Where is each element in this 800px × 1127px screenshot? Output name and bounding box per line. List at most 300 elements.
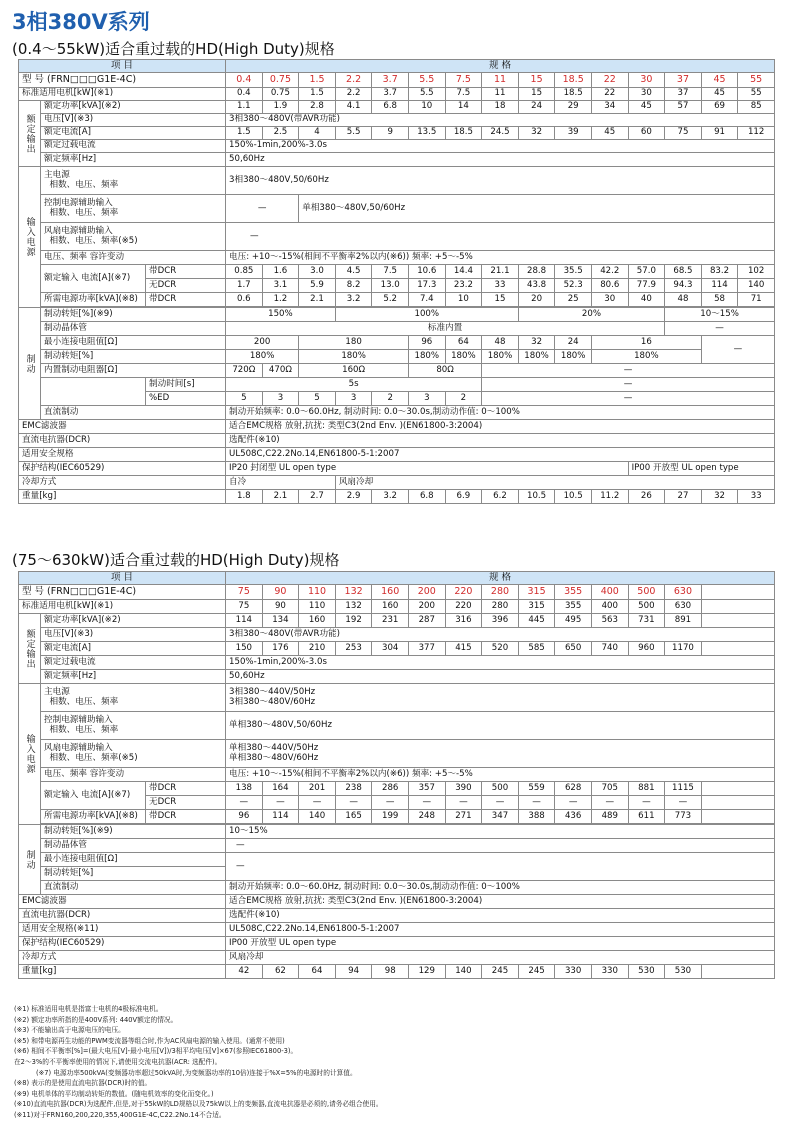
input-current-dcr-cell: 1.6 bbox=[262, 265, 299, 279]
frequency-row bbox=[19, 153, 775, 167]
input-current-nodcr-cell: 5.9 bbox=[299, 279, 336, 293]
current-cell: 415 bbox=[445, 642, 482, 656]
dc-brake-row bbox=[19, 406, 775, 420]
current-cell: 4 bbox=[299, 127, 336, 140]
min-resistance-value: 64 bbox=[445, 336, 482, 350]
motor-cell: 400 bbox=[591, 600, 628, 614]
current-cell: 91 bbox=[701, 127, 738, 140]
capacity-label: 额定功率[kVA](※2) bbox=[41, 101, 226, 114]
input-current-nodcr-cell: 8.2 bbox=[335, 279, 372, 293]
motor-cell: 18.5 bbox=[555, 88, 592, 101]
motor-cell: 220 bbox=[445, 600, 482, 614]
duty-label: %ED bbox=[146, 392, 226, 406]
capacity-cell: 192 bbox=[335, 614, 372, 628]
model-cell: 200 bbox=[409, 585, 446, 600]
input-current-nodcr-cell: 1.7 bbox=[226, 279, 263, 293]
power-capacity-cell: 25 bbox=[555, 293, 592, 307]
cooling-label: 冷却方式 bbox=[19, 951, 226, 965]
protection-row bbox=[19, 937, 775, 951]
model-cell: 400 bbox=[591, 585, 628, 600]
dc-brake-value: 制动开始频率: 0.0～60.0Hz, 制动时间: 0.0～30.0s,制动动作值: 0～100% bbox=[226, 406, 775, 420]
voltage-value: 3相380～480V(带AVR功能) bbox=[226, 114, 775, 127]
model-cell: 355 bbox=[555, 585, 592, 600]
emc-value: 适合EMC规格 放射,抗扰: 类型C3(2nd Env. )(EN61800-3:2004) bbox=[226, 895, 775, 909]
power-capacity-cell: 48 bbox=[665, 293, 702, 307]
input-current-nodcr-cell: 33 bbox=[482, 279, 519, 293]
safety-value: UL508C,C22.2No.14,EN61800-5-1:2007 bbox=[226, 448, 775, 462]
brake-transistor-row bbox=[19, 322, 775, 336]
frequency-value: 50,60Hz bbox=[226, 670, 775, 684]
motor-cell: 15 bbox=[518, 88, 555, 101]
footnote-line: (※9) 电机单体的平均制动转矩的数值。(随电机效率的变化而变化。) bbox=[14, 1089, 214, 1098]
input-current-nodcr-cell: — bbox=[482, 796, 519, 810]
motor-cell: 22 bbox=[591, 88, 628, 101]
capacity-cell: 14 bbox=[445, 101, 482, 114]
capacity-cell: 891 bbox=[665, 614, 702, 628]
emc-label: EMC滤波器 bbox=[19, 420, 226, 434]
fan-power-label: 风扇电源辅助输入 相数、电压、频率(※5) bbox=[41, 740, 226, 768]
footnote-line: (※5) 和带电源再生功能的PWM变流器等组合时,作为AC风扇电源的输入使用。(通常不使用) bbox=[14, 1036, 285, 1045]
input-current-nodcr-cell: 94.3 bbox=[665, 279, 702, 293]
capacity-cell: 396 bbox=[482, 614, 519, 628]
model-cell: 630 bbox=[665, 585, 702, 600]
weight-cell: 140 bbox=[445, 965, 482, 979]
internal-resistor-value: 80Ω bbox=[409, 364, 482, 378]
current-label: 额定电流[A] bbox=[41, 127, 226, 140]
brake-transistor-label: 制动晶体管 bbox=[41, 322, 226, 336]
brake-time-label: 制动时间[s] bbox=[146, 378, 226, 392]
model-cell: 3.7 bbox=[372, 73, 409, 88]
safety-label: 适用安全规格(※11) bbox=[19, 923, 226, 937]
input-current-dcr-cell: 357 bbox=[409, 782, 446, 796]
motor-cell: 11 bbox=[482, 88, 519, 101]
input-current-dcr-cell: 3.0 bbox=[299, 265, 336, 279]
input-current-nodcr-cell: 52.3 bbox=[555, 279, 592, 293]
power-capacity-cell: 3.2 bbox=[335, 293, 372, 307]
input-current-label: 额定输入 电流[A](※7) bbox=[41, 265, 146, 293]
internal-resistor-value: 470Ω bbox=[262, 364, 299, 378]
motor-cell: 90 bbox=[262, 600, 299, 614]
dc-brake-label: 直流制动 bbox=[41, 881, 226, 895]
capacity-cell: 563 bbox=[591, 614, 628, 628]
min-resistance-value: 96 bbox=[409, 336, 446, 350]
power-capacity-dcr-label: 带DCR bbox=[146, 810, 226, 824]
input-current-dcr-cell: 164 bbox=[262, 782, 299, 796]
weight-cell: 2.9 bbox=[335, 490, 372, 504]
footnote-line: (※6) 相间不平衡率[%]=(最大电压[V]-最小电压[V])/3相平均电压[V]×67(参照IEC61800-3)。 bbox=[14, 1047, 298, 1056]
input-current-dcr-cell: 42.2 bbox=[591, 265, 628, 279]
dcr-row bbox=[19, 434, 775, 448]
weight-cell: 245 bbox=[482, 965, 519, 979]
weight-cell: 64 bbox=[299, 965, 336, 979]
input-current-label: 额定输入 电流[A](※7) bbox=[41, 782, 146, 810]
voltage-value: 3相380～480V(带AVR功能) bbox=[226, 628, 775, 642]
power-capacity-row bbox=[19, 293, 775, 307]
current-cell: 253 bbox=[335, 642, 372, 656]
safety-label: 适用安全规格 bbox=[19, 448, 226, 462]
min-resistance-row bbox=[19, 853, 775, 867]
model-label: 型 号 (FRN□□□G1E-4C) bbox=[19, 73, 226, 88]
model-cell: 0.75 bbox=[262, 73, 299, 88]
power-capacity-cell: 611 bbox=[628, 810, 665, 824]
model-cell: 0.4 bbox=[226, 73, 263, 88]
page-title: 3相380V系列 bbox=[12, 10, 150, 34]
brake-time-row bbox=[19, 378, 775, 392]
model-cell: 220 bbox=[445, 585, 482, 600]
overload-label: 额定过载电流 bbox=[41, 140, 226, 153]
brake-time-value: 5s bbox=[226, 378, 482, 392]
power-capacity-cell: 773 bbox=[665, 810, 702, 824]
overload-label: 额定过载电流 bbox=[41, 656, 226, 670]
empty-cell bbox=[701, 965, 774, 979]
input-current-nodcr-cell: — bbox=[628, 796, 665, 810]
input-current-dcr-cell: 102 bbox=[738, 265, 775, 279]
weight-cell: 10.5 bbox=[555, 490, 592, 504]
internal-resistor-label: 内置制动电阻器[Ω] bbox=[41, 364, 226, 378]
protection-value: IP00 开放型 UL open type bbox=[628, 462, 774, 476]
input-current-dcr-cell: 4.5 bbox=[335, 265, 372, 279]
duty-value: 5 bbox=[299, 392, 336, 406]
dcr-with-label: 带DCR bbox=[146, 265, 226, 279]
input-current-nodcr-cell: — bbox=[591, 796, 628, 810]
capacity-cell: 2.8 bbox=[299, 101, 336, 114]
input-current-dcr-row bbox=[19, 782, 775, 796]
power-capacity-cell: 96 bbox=[226, 810, 263, 824]
voltage-row bbox=[19, 114, 775, 127]
weight-cell: 1.8 bbox=[226, 490, 263, 504]
current-cell: 9 bbox=[372, 127, 409, 140]
footnote-line: (※2) 额定功率所指的是400V系列: 440V额定的情况。 bbox=[14, 1015, 178, 1024]
brake-transistor-value: — bbox=[665, 322, 775, 336]
resistor-torque-row bbox=[19, 350, 775, 364]
resistor-torque-value: 180% bbox=[409, 350, 446, 364]
motor-cell: 630 bbox=[665, 600, 702, 614]
aux-power-row bbox=[19, 712, 775, 740]
input-current-nodcr-cell: 80.6 bbox=[591, 279, 628, 293]
current-row bbox=[19, 127, 775, 140]
input-current-nodcr-cell: — bbox=[409, 796, 446, 810]
footnote-line: (※10)直流电抗器(DCR)为选配件,但是,对于55kW的LD规格以及75kW以上的变频器,直流电抗器是必须的,请务必组合使用。 bbox=[14, 1100, 383, 1109]
min-resistance-label: 最小连接电阻值[Ω] bbox=[41, 336, 226, 350]
overload-row bbox=[19, 140, 775, 153]
capacity-cell: 495 bbox=[555, 614, 592, 628]
main-power-row bbox=[19, 167, 775, 195]
power-capacity-cell: 0.6 bbox=[226, 293, 263, 307]
power-capacity-cell: 20 bbox=[518, 293, 555, 307]
input-current-nodcr-cell: 13.0 bbox=[372, 279, 409, 293]
input-current-dcr-cell: 500 bbox=[482, 782, 519, 796]
current-cell: 1.5 bbox=[226, 127, 263, 140]
min-resistance-value: — bbox=[226, 853, 775, 881]
power-capacity-cell: 114 bbox=[262, 810, 299, 824]
resistor-torque-value: 180% bbox=[445, 350, 482, 364]
overload-value: 150%-1min,200%-3.0s bbox=[226, 140, 775, 153]
weight-cell: 6.2 bbox=[482, 490, 519, 504]
power-capacity-cell: 199 bbox=[372, 810, 409, 824]
motor-cell: 3.7 bbox=[372, 88, 409, 101]
input-current-dcr-cell: 35.5 bbox=[555, 265, 592, 279]
brake-transistor-value: 标准内置 bbox=[226, 322, 665, 336]
motor-cell: 1.5 bbox=[299, 88, 336, 101]
footnote-line: (※8) 表示的是使用直流电抗器(DCR)时的值。 bbox=[14, 1079, 152, 1088]
capacity-cell: 85 bbox=[738, 101, 775, 114]
tolerance-label: 电压、频率 容许变动 bbox=[41, 768, 226, 782]
footnotes bbox=[14, 1004, 790, 1121]
capacity-label: 额定功率[kVA](※2) bbox=[41, 614, 226, 628]
current-cell: 18.5 bbox=[445, 127, 482, 140]
weight-cell: 10.5 bbox=[518, 490, 555, 504]
motor-cell: 110 bbox=[299, 600, 336, 614]
dc-brake-label: 直流制动 bbox=[41, 406, 226, 420]
capacity-cell: 18 bbox=[482, 101, 519, 114]
spec-table-hd-small bbox=[18, 59, 775, 504]
weight-cell: 2.1 bbox=[262, 490, 299, 504]
motor-cell: 355 bbox=[555, 600, 592, 614]
model-cell: 75 bbox=[226, 585, 263, 600]
duty-value: 3 bbox=[262, 392, 299, 406]
model-cell: 500 bbox=[628, 585, 665, 600]
cooling-value: 风扇冷却 bbox=[226, 951, 775, 965]
input-current-dcr-cell: 881 bbox=[628, 782, 665, 796]
overload-row bbox=[19, 656, 775, 670]
empty-cell bbox=[701, 585, 774, 600]
resistor-torque-value: 180% bbox=[591, 350, 701, 364]
protection-value: IP00 开放型 UL open type bbox=[226, 937, 775, 951]
current-cell: 32 bbox=[518, 127, 555, 140]
model-cell: 280 bbox=[482, 585, 519, 600]
power-capacity-cell: 71 bbox=[738, 293, 775, 307]
motor-cell: 7.5 bbox=[445, 88, 482, 101]
weight-row bbox=[19, 490, 775, 504]
voltage-row bbox=[19, 628, 775, 642]
power-capacity-cell: 1.2 bbox=[262, 293, 299, 307]
current-cell: 2.5 bbox=[262, 127, 299, 140]
input-current-dcr-cell: 14.4 bbox=[445, 265, 482, 279]
input-current-nodcr-cell: 77.9 bbox=[628, 279, 665, 293]
motor-cell: 37 bbox=[665, 88, 702, 101]
weight-cell: 530 bbox=[628, 965, 665, 979]
capacity-cell: 316 bbox=[445, 614, 482, 628]
emc-row bbox=[19, 420, 775, 434]
model-cell: 315 bbox=[518, 585, 555, 600]
empty-cell bbox=[701, 796, 774, 810]
current-cell: 60 bbox=[628, 127, 665, 140]
resistor-torque-value: 180% bbox=[226, 350, 299, 364]
capacity-cell: 1.1 bbox=[226, 101, 263, 114]
capacity-cell: 10 bbox=[409, 101, 446, 114]
duty-value: 2 bbox=[372, 392, 409, 406]
capacity-cell: 57 bbox=[665, 101, 702, 114]
cooling-row bbox=[19, 476, 775, 490]
power-capacity-label: 所需电源功率[kVA](※8) bbox=[41, 810, 146, 824]
min-resistance-value: 180 bbox=[299, 336, 409, 350]
capacity-cell: 287 bbox=[409, 614, 446, 628]
capacity-cell: 29 bbox=[555, 101, 592, 114]
input-current-dcr-cell: 390 bbox=[445, 782, 482, 796]
internal-resistor-value: — bbox=[482, 364, 775, 378]
model-cell: 1.5 bbox=[299, 73, 336, 88]
input-current-dcr-cell: 1115 bbox=[665, 782, 702, 796]
header-spec: 规 格 bbox=[226, 572, 775, 585]
empty-cell bbox=[701, 810, 774, 824]
power-capacity-cell: 248 bbox=[409, 810, 446, 824]
min-resistance-row bbox=[19, 336, 775, 350]
aux-power-value: 单相380～480V,50/60Hz bbox=[226, 712, 775, 740]
brake-transistor-label: 制动晶体管 bbox=[41, 839, 226, 853]
input-current-dcr-cell: 68.5 bbox=[665, 265, 702, 279]
current-cell: 210 bbox=[299, 642, 336, 656]
current-cell: 304 bbox=[372, 642, 409, 656]
input-current-nodcr-cell: — bbox=[518, 796, 555, 810]
power-capacity-cell: 388 bbox=[518, 810, 555, 824]
weight-cell: 94 bbox=[335, 965, 372, 979]
power-capacity-cell: 7.4 bbox=[409, 293, 446, 307]
duty-value: 3 bbox=[409, 392, 446, 406]
duty-value: — bbox=[482, 392, 775, 406]
weight-cell: 33 bbox=[738, 490, 775, 504]
power-capacity-cell: 140 bbox=[299, 810, 336, 824]
weight-cell: 6.9 bbox=[445, 490, 482, 504]
duty-value: 3 bbox=[335, 392, 372, 406]
fan-power-value: 单相380～440V/50Hz 单相380～480V/60Hz bbox=[226, 740, 775, 768]
capacity-cell: 160 bbox=[299, 614, 336, 628]
current-cell: 585 bbox=[518, 642, 555, 656]
input-current-dcr-cell: 138 bbox=[226, 782, 263, 796]
weight-cell: 330 bbox=[591, 965, 628, 979]
dcr-without-label: 无DCR bbox=[146, 279, 226, 293]
dc-brake-value: 制动开始频率: 0.0～60.0Hz, 制动时间: 0.0～30.0s,制动动作值: 0～100% bbox=[226, 881, 775, 895]
footnote-line: (※7) 电源功率500kVA(变频器功率超过50kVA时,为变频器功率的10倍)连接于%X=5%的电源时的计算值。 bbox=[36, 1068, 357, 1077]
spec-table-hd-large bbox=[18, 571, 775, 979]
capacity-cell: 445 bbox=[518, 614, 555, 628]
weight-cell: 27 bbox=[665, 490, 702, 504]
capacity-cell: 4.1 bbox=[335, 101, 372, 114]
power-capacity-cell: 271 bbox=[445, 810, 482, 824]
resistor-torque-value: 180% bbox=[299, 350, 409, 364]
input-current-nodcr-cell: 43.8 bbox=[518, 279, 555, 293]
min-resistance-value: 24 bbox=[555, 336, 592, 350]
model-cell: 132 bbox=[335, 585, 372, 600]
input-current-dcr-cell: 83.2 bbox=[701, 265, 738, 279]
weight-cell: 26 bbox=[628, 490, 665, 504]
footnote-line: (※3) 不能输出高于电源电压的电压。 bbox=[14, 1026, 125, 1035]
dc-brake-row bbox=[19, 881, 775, 895]
power-capacity-cell: 5.2 bbox=[372, 293, 409, 307]
capacity-row bbox=[19, 101, 775, 114]
current-cell: 13.5 bbox=[409, 127, 446, 140]
brake-torque-value: 100% bbox=[335, 308, 518, 322]
duty-value: 2 bbox=[445, 392, 482, 406]
current-cell: 39 bbox=[555, 127, 592, 140]
main-power-label: 主电源 相数、电压、频率 bbox=[41, 167, 226, 195]
dcr-label: 直流电抗器(DCR) bbox=[19, 434, 226, 448]
tolerance-value: 电压: +10～-15%(相间不平衡率2%以内(※6)) 频率: +5～-5% bbox=[226, 768, 775, 782]
input-current-dcr-cell: 559 bbox=[518, 782, 555, 796]
input-current-dcr-cell: 0.85 bbox=[226, 265, 263, 279]
weight-cell: 32 bbox=[701, 490, 738, 504]
emc-row bbox=[19, 895, 775, 909]
cooling-label: 冷却方式 bbox=[19, 476, 226, 490]
current-cell: 176 bbox=[262, 642, 299, 656]
brake-torque-value: 150% bbox=[226, 308, 336, 322]
frequency-value: 50,60Hz bbox=[226, 153, 775, 167]
motor-cell: 0.4 bbox=[226, 88, 263, 101]
input-current-nodcr-cell: — bbox=[555, 796, 592, 810]
model-cell: 5.5 bbox=[409, 73, 446, 88]
motor-cell: 55 bbox=[738, 88, 775, 101]
brake-time-value: — bbox=[482, 378, 775, 392]
model-cell: 110 bbox=[299, 585, 336, 600]
weight-cell: 42 bbox=[226, 965, 263, 979]
internal-resistor-row bbox=[19, 364, 775, 378]
dcr-without-label: 无DCR bbox=[146, 796, 226, 810]
brake-torque-label: 制动转矩[%](※9) bbox=[41, 308, 226, 322]
min-resistance-label: 最小连接电阻值[Ω] bbox=[41, 853, 226, 867]
dcr-value: 选配件(※10) bbox=[226, 434, 775, 448]
capacity-row bbox=[19, 614, 775, 628]
group-input: 输入电源 bbox=[19, 167, 41, 308]
aux-power-value-a: — bbox=[226, 195, 299, 223]
safety-row bbox=[19, 923, 775, 937]
aux-power-value-b: 单相380～480V,50/60Hz bbox=[299, 195, 775, 223]
cooling-value: 风扇冷却 bbox=[335, 476, 774, 490]
brake-torque-value: 10～15% bbox=[226, 825, 775, 839]
current-label: 额定电流[A] bbox=[41, 642, 226, 656]
power-capacity-cell: 165 bbox=[335, 810, 372, 824]
min-resistance-value: — bbox=[701, 336, 774, 364]
capacity-cell: 114 bbox=[226, 614, 263, 628]
duty-value: 5 bbox=[226, 392, 263, 406]
model-cell: 15 bbox=[518, 73, 555, 88]
aux-power-label: 控制电源辅助输入 相数、电压、频率 bbox=[41, 712, 226, 740]
weight-cell: 530 bbox=[665, 965, 702, 979]
capacity-cell: 134 bbox=[262, 614, 299, 628]
motor-cell: 200 bbox=[409, 600, 446, 614]
capacity-cell: 6.8 bbox=[372, 101, 409, 114]
weight-label: 重量[kg] bbox=[19, 490, 226, 504]
main-power-value: 3相380～480V,50/60Hz bbox=[226, 167, 775, 195]
current-cell: 45 bbox=[591, 127, 628, 140]
section-title-2: (75～630kW)适合重过载的HD(High Duty)规格 bbox=[12, 551, 340, 569]
dcr-row bbox=[19, 909, 775, 923]
capacity-cell: 24 bbox=[518, 101, 555, 114]
protection-value: IP20 封闭型 UL open type bbox=[226, 462, 629, 476]
tolerance-row bbox=[19, 768, 775, 782]
capacity-cell: 1.9 bbox=[262, 101, 299, 114]
brake-transistor-row bbox=[19, 839, 775, 853]
tolerance-label: 电压、频率 容许变动 bbox=[41, 251, 226, 265]
motor-cell: 280 bbox=[482, 600, 519, 614]
current-cell: 5.5 bbox=[335, 127, 372, 140]
motor-cell: 132 bbox=[335, 600, 372, 614]
group-output: 额定输出 bbox=[19, 614, 41, 684]
power-capacity-cell: 10 bbox=[445, 293, 482, 307]
power-capacity-dcr-label: 带DCR bbox=[146, 293, 226, 307]
motor-row bbox=[19, 600, 775, 614]
motor-cell: 0.75 bbox=[262, 88, 299, 101]
model-cell: 55 bbox=[738, 73, 775, 88]
model-row bbox=[19, 585, 775, 600]
motor-cell: 160 bbox=[372, 600, 409, 614]
input-current-dcr-cell: 7.5 bbox=[372, 265, 409, 279]
current-cell: 150 bbox=[226, 642, 263, 656]
weight-cell: 6.8 bbox=[409, 490, 446, 504]
weight-label: 重量[kg] bbox=[19, 965, 226, 979]
motor-cell: 5.5 bbox=[409, 88, 446, 101]
group-output: 额定输出 bbox=[19, 101, 41, 167]
dcr-label: 直流电抗器(DCR) bbox=[19, 909, 226, 923]
weight-cell: 330 bbox=[555, 965, 592, 979]
